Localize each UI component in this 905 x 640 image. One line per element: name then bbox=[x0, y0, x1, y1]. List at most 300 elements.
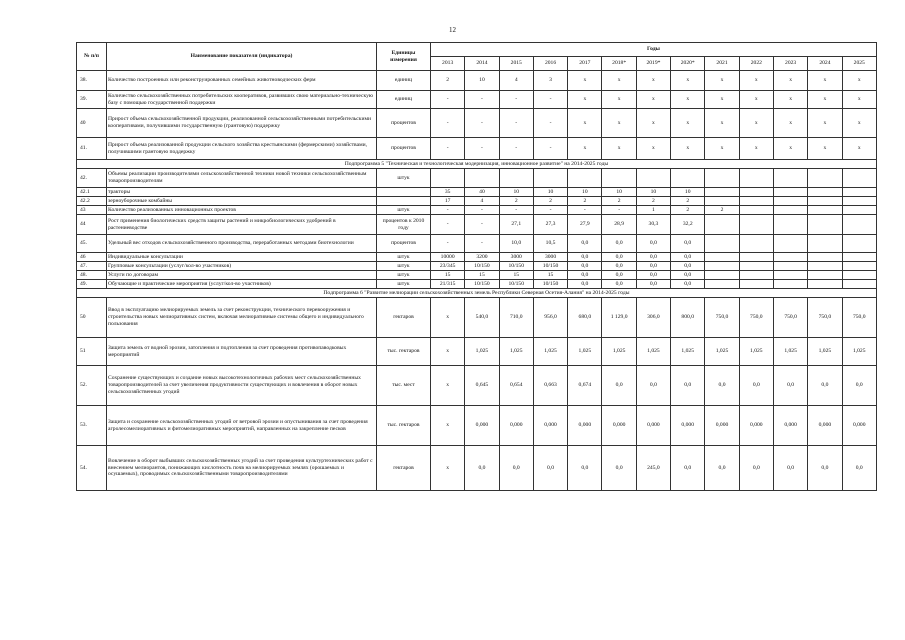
value-cell: x bbox=[773, 109, 807, 138]
unit-cell: единиц bbox=[377, 71, 431, 91]
value-cell: 1,025 bbox=[636, 338, 670, 366]
value-cell: x bbox=[705, 71, 739, 91]
value-cell: 10 bbox=[671, 188, 705, 197]
header-year: 2014 bbox=[465, 57, 499, 71]
value-cell: 0,0 bbox=[636, 262, 670, 271]
value-cell bbox=[773, 271, 807, 280]
value-cell: 1,025 bbox=[533, 338, 567, 366]
header-year: 2016 bbox=[533, 57, 567, 71]
value-cell bbox=[739, 271, 773, 280]
header-unit: Единицы измерения bbox=[377, 43, 431, 71]
value-cell: 10 bbox=[533, 188, 567, 197]
value-cell: - bbox=[533, 109, 567, 138]
value-cell: 0,0 bbox=[636, 235, 670, 253]
value-cell: - bbox=[602, 206, 636, 215]
value-cell: 800,0 bbox=[671, 298, 705, 338]
row-number: 39. bbox=[77, 91, 107, 109]
value-cell: x bbox=[739, 71, 773, 91]
value-cell: 2 bbox=[636, 197, 670, 206]
value-cell: x bbox=[842, 109, 876, 138]
value-cell: 40 bbox=[465, 188, 499, 197]
unit-cell: гектаров bbox=[377, 446, 431, 491]
value-cell: - bbox=[465, 91, 499, 109]
value-cell: 21/315 bbox=[431, 280, 465, 289]
value-cell: 2 bbox=[671, 197, 705, 206]
table-row bbox=[77, 338, 877, 366]
unit-cell: штук bbox=[377, 280, 431, 289]
value-cell: 17 bbox=[431, 197, 465, 206]
header-year: 2023 bbox=[773, 57, 807, 71]
value-cell: 0,000 bbox=[773, 406, 807, 446]
value-cell: 2 bbox=[705, 206, 739, 215]
value-cell: - bbox=[465, 206, 499, 215]
value-cell: x bbox=[739, 91, 773, 109]
value-cell: 2 bbox=[671, 206, 705, 215]
value-cell: 0,000 bbox=[705, 406, 739, 446]
value-cell: 10 bbox=[568, 188, 602, 197]
value-cell: - bbox=[499, 109, 533, 138]
value-cell: - bbox=[533, 91, 567, 109]
value-cell: - bbox=[431, 91, 465, 109]
row-number: 42.1 bbox=[77, 188, 107, 197]
indicator-name: Защита земель от водной эрозии, затопления и подтопления за счет проведения противопаводковых мероприятий bbox=[107, 338, 377, 366]
unit-cell: процентов к 2010 году bbox=[377, 215, 431, 235]
table-row bbox=[77, 91, 877, 109]
value-cell: 10/150 bbox=[465, 262, 499, 271]
value-cell: 1,025 bbox=[465, 338, 499, 366]
value-cell: 0,000 bbox=[465, 406, 499, 446]
value-cell: 0,0 bbox=[636, 253, 670, 262]
indicators-table bbox=[76, 42, 877, 491]
row-number: 43 bbox=[77, 206, 107, 215]
indicator-name: Индивидуальные консультации bbox=[107, 253, 377, 262]
value-cell: x bbox=[773, 71, 807, 91]
value-cell: 0,0 bbox=[705, 446, 739, 491]
value-cell bbox=[636, 169, 670, 188]
value-cell: x bbox=[842, 71, 876, 91]
value-cell: 0,0 bbox=[602, 280, 636, 289]
value-cell: 1,025 bbox=[808, 338, 842, 366]
header-year: 2015 bbox=[499, 57, 533, 71]
table-row bbox=[77, 298, 877, 338]
unit-cell: процентов bbox=[377, 235, 431, 253]
row-number: 38. bbox=[77, 71, 107, 91]
value-cell: 1 bbox=[636, 206, 670, 215]
unit-cell: штук bbox=[377, 262, 431, 271]
value-cell: 0,0 bbox=[499, 446, 533, 491]
value-cell: 10/150 bbox=[499, 262, 533, 271]
value-cell: 1,025 bbox=[739, 338, 773, 366]
table-body bbox=[77, 71, 877, 491]
row-number: 51 bbox=[77, 338, 107, 366]
value-cell: 15 bbox=[431, 271, 465, 280]
value-cell bbox=[773, 215, 807, 235]
indicator-name: Групповые консультации (услуг/кол-во участников) bbox=[107, 262, 377, 271]
value-cell bbox=[568, 169, 602, 188]
value-cell bbox=[842, 235, 876, 253]
unit-cell: процентов bbox=[377, 109, 431, 138]
value-cell: 0,0 bbox=[602, 446, 636, 491]
table-row bbox=[77, 280, 877, 289]
value-cell: x bbox=[636, 91, 670, 109]
row-number: 45. bbox=[77, 235, 107, 253]
row-number: 52. bbox=[77, 366, 107, 406]
row-number: 53. bbox=[77, 406, 107, 446]
value-cell: 750,0 bbox=[773, 298, 807, 338]
value-cell: 10,0 bbox=[499, 235, 533, 253]
value-cell: 0,663 bbox=[533, 366, 567, 406]
value-cell: 0,0 bbox=[671, 235, 705, 253]
value-cell: 0,654 bbox=[499, 366, 533, 406]
value-cell: 10/150 bbox=[465, 280, 499, 289]
value-cell bbox=[808, 262, 842, 271]
value-cell: 4 bbox=[465, 197, 499, 206]
value-cell: x bbox=[739, 138, 773, 160]
table-row bbox=[77, 71, 877, 91]
value-cell bbox=[739, 169, 773, 188]
value-cell: x bbox=[568, 91, 602, 109]
value-cell: 0,000 bbox=[568, 406, 602, 446]
header-row-top bbox=[77, 43, 877, 57]
value-cell: 27,3 bbox=[533, 215, 567, 235]
value-cell: 28,9 bbox=[602, 215, 636, 235]
value-cell: - bbox=[465, 215, 499, 235]
value-cell: x bbox=[602, 91, 636, 109]
value-cell bbox=[671, 169, 705, 188]
value-cell: 23/345 bbox=[431, 262, 465, 271]
value-cell: 1,025 bbox=[671, 338, 705, 366]
value-cell: 0,000 bbox=[739, 406, 773, 446]
value-cell: 10,5 bbox=[533, 235, 567, 253]
value-cell: x bbox=[739, 109, 773, 138]
value-cell: 0,0 bbox=[671, 366, 705, 406]
unit-cell: штук bbox=[377, 253, 431, 262]
value-cell: 0,0 bbox=[773, 446, 807, 491]
value-cell: x bbox=[602, 138, 636, 160]
value-cell: 0,0 bbox=[808, 366, 842, 406]
indicator-name: Обучающие и практические мероприятия (услуг/кол-во участников) bbox=[107, 280, 377, 289]
value-cell bbox=[808, 271, 842, 280]
subprogram-row bbox=[77, 160, 877, 169]
value-cell: 750,0 bbox=[739, 298, 773, 338]
table-row bbox=[77, 235, 877, 253]
value-cell: - bbox=[431, 215, 465, 235]
value-cell: 0,0 bbox=[671, 446, 705, 491]
value-cell: - bbox=[431, 138, 465, 160]
value-cell bbox=[842, 188, 876, 197]
value-cell: 0,0 bbox=[739, 366, 773, 406]
value-cell bbox=[808, 280, 842, 289]
unit-cell: штук bbox=[377, 206, 431, 215]
indicator-name: Рост применения биологических средств защиты растений и микробиологических удобрений в растениеводстве bbox=[107, 215, 377, 235]
value-cell: 0,0 bbox=[568, 253, 602, 262]
value-cell: 1,025 bbox=[499, 338, 533, 366]
row-number: 42.2 bbox=[77, 197, 107, 206]
value-cell: x bbox=[431, 406, 465, 446]
value-cell bbox=[842, 253, 876, 262]
value-cell bbox=[739, 206, 773, 215]
value-cell: 0,000 bbox=[499, 406, 533, 446]
value-cell: - bbox=[568, 206, 602, 215]
value-cell: 10/150 bbox=[533, 262, 567, 271]
row-number: 46 bbox=[77, 253, 107, 262]
value-cell: x bbox=[671, 71, 705, 91]
row-number: 40 bbox=[77, 109, 107, 138]
table-row bbox=[77, 197, 877, 206]
value-cell: 1,025 bbox=[705, 338, 739, 366]
value-cell bbox=[705, 197, 739, 206]
value-cell: 0,000 bbox=[602, 406, 636, 446]
value-cell: 0,0 bbox=[671, 280, 705, 289]
value-cell: 10 bbox=[465, 71, 499, 91]
value-cell: x bbox=[705, 138, 739, 160]
value-cell: 1,025 bbox=[568, 338, 602, 366]
value-cell: 0,0 bbox=[705, 366, 739, 406]
unit-cell: тыс. гектаров bbox=[377, 338, 431, 366]
header-year: 2018* bbox=[602, 57, 636, 71]
value-cell: 0,0 bbox=[671, 271, 705, 280]
page-number: 12 bbox=[449, 26, 456, 34]
value-cell: 2 bbox=[568, 197, 602, 206]
value-cell: 0,0 bbox=[568, 280, 602, 289]
value-cell: x bbox=[431, 298, 465, 338]
unit-cell: гектаров bbox=[377, 298, 431, 338]
value-cell: x bbox=[705, 91, 739, 109]
table-row bbox=[77, 206, 877, 215]
value-cell: x bbox=[568, 71, 602, 91]
value-cell bbox=[842, 280, 876, 289]
value-cell: - bbox=[499, 206, 533, 215]
value-cell: x bbox=[705, 109, 739, 138]
value-cell: x bbox=[808, 91, 842, 109]
value-cell: 30,3 bbox=[636, 215, 670, 235]
value-cell bbox=[773, 169, 807, 188]
value-cell: 0,0 bbox=[568, 262, 602, 271]
indicator-name: Прирост объема сельскохозяйственной продукции, реализованной сельскохозяйственными потребительскими кооперативами, получившими государственную (грантовую) поддержку bbox=[107, 109, 377, 138]
value-cell: x bbox=[602, 71, 636, 91]
value-cell: 1,025 bbox=[842, 338, 876, 366]
value-cell bbox=[739, 197, 773, 206]
indicator-name: Услуги по договорам bbox=[107, 271, 377, 280]
indicator-name: тракторы bbox=[107, 188, 377, 197]
value-cell bbox=[705, 253, 739, 262]
value-cell: 10/150 bbox=[499, 280, 533, 289]
value-cell: 0,0 bbox=[602, 253, 636, 262]
value-cell: 0,0 bbox=[636, 271, 670, 280]
value-cell: 2 bbox=[499, 197, 533, 206]
value-cell bbox=[533, 169, 567, 188]
value-cell: 0,0 bbox=[568, 235, 602, 253]
value-cell: 0,000 bbox=[636, 406, 670, 446]
table-row bbox=[77, 138, 877, 160]
value-cell: 245,0 bbox=[636, 446, 670, 491]
value-cell: - bbox=[499, 91, 533, 109]
value-cell: 0,0 bbox=[842, 366, 876, 406]
value-cell: 0,0 bbox=[602, 366, 636, 406]
value-cell: 0,0 bbox=[773, 366, 807, 406]
value-cell: 15 bbox=[465, 271, 499, 280]
table-row bbox=[77, 366, 877, 406]
value-cell bbox=[842, 169, 876, 188]
value-cell: 35 bbox=[431, 188, 465, 197]
value-cell: 10 bbox=[602, 188, 636, 197]
value-cell: x bbox=[671, 91, 705, 109]
value-cell bbox=[705, 215, 739, 235]
row-number: 41. bbox=[77, 138, 107, 160]
value-cell: - bbox=[431, 109, 465, 138]
value-cell: 680,0 bbox=[568, 298, 602, 338]
value-cell: x bbox=[842, 91, 876, 109]
value-cell bbox=[705, 271, 739, 280]
indicator-name: Количество сельскохозяйственных потребительских кооперативов, развивших свою материально-техническую базу с помощью государственной поддержки bbox=[107, 91, 377, 109]
indicator-name: Удельный вес отходов сельскохозяйственного производства, переработанных методами биотехнологии bbox=[107, 235, 377, 253]
value-cell: 27,1 bbox=[499, 215, 533, 235]
indicator-name: Объемы реализации производителями сельскохозяйственной техники новой техники сельскохозяйственным товаропроизводителям bbox=[107, 169, 377, 188]
value-cell: x bbox=[808, 138, 842, 160]
unit-cell: штук bbox=[377, 169, 431, 188]
value-cell: 10/150 bbox=[533, 280, 567, 289]
value-cell: 750,0 bbox=[842, 298, 876, 338]
value-cell bbox=[705, 235, 739, 253]
value-cell bbox=[773, 253, 807, 262]
row-number: 49. bbox=[77, 280, 107, 289]
value-cell: 2 bbox=[431, 71, 465, 91]
indicator-name: Количество реализованных инновационных проектов bbox=[107, 206, 377, 215]
value-cell: - bbox=[431, 206, 465, 215]
value-cell bbox=[739, 215, 773, 235]
table-row bbox=[77, 262, 877, 271]
value-cell bbox=[808, 253, 842, 262]
value-cell: 306,0 bbox=[636, 298, 670, 338]
value-cell: x bbox=[808, 109, 842, 138]
value-cell: 2 bbox=[533, 197, 567, 206]
value-cell: 15 bbox=[499, 271, 533, 280]
row-number: 48. bbox=[77, 271, 107, 280]
unit-cell bbox=[377, 188, 431, 197]
unit-cell: тыс. гектаров bbox=[377, 406, 431, 446]
value-cell: 15 bbox=[533, 271, 567, 280]
value-cell: 3 bbox=[533, 71, 567, 91]
value-cell: 0,0 bbox=[465, 446, 499, 491]
header-year: 2022 bbox=[739, 57, 773, 71]
value-cell: 0,0 bbox=[842, 446, 876, 491]
value-cell bbox=[705, 280, 739, 289]
row-number: 47. bbox=[77, 262, 107, 271]
value-cell: x bbox=[671, 138, 705, 160]
subprogram-row bbox=[77, 289, 877, 298]
value-cell: - bbox=[533, 206, 567, 215]
value-cell: x bbox=[636, 71, 670, 91]
value-cell bbox=[842, 262, 876, 271]
value-cell: 710,0 bbox=[499, 298, 533, 338]
value-cell: x bbox=[671, 109, 705, 138]
table-row bbox=[77, 406, 877, 446]
value-cell: 3200 bbox=[465, 253, 499, 262]
value-cell bbox=[705, 188, 739, 197]
value-cell: 0,0 bbox=[636, 280, 670, 289]
table-row bbox=[77, 446, 877, 491]
value-cell bbox=[773, 206, 807, 215]
value-cell bbox=[808, 206, 842, 215]
value-cell bbox=[808, 197, 842, 206]
unit-cell: единиц bbox=[377, 91, 431, 109]
value-cell: 0,0 bbox=[636, 366, 670, 406]
value-cell: 10000 bbox=[431, 253, 465, 262]
value-cell bbox=[499, 169, 533, 188]
value-cell: 0,000 bbox=[842, 406, 876, 446]
value-cell: x bbox=[568, 138, 602, 160]
value-cell: 2 bbox=[602, 197, 636, 206]
value-cell: 0,000 bbox=[808, 406, 842, 446]
value-cell bbox=[773, 197, 807, 206]
value-cell bbox=[808, 188, 842, 197]
value-cell: 4 bbox=[499, 71, 533, 91]
value-cell: x bbox=[431, 366, 465, 406]
row-number: 42. bbox=[77, 169, 107, 188]
indicator-name: Вовлечение в оборот выбывших сельскохозяйственных угодий за счет проведения культуртехнических работ с внесением мелиорантов, понижающих кислотность почв на мелиорируемых землях (орошаемых и осушаемых), проводимых сельскохозяйственными товаропроизводителями bbox=[107, 446, 377, 491]
row-number: 44 bbox=[77, 215, 107, 235]
value-cell: x bbox=[842, 138, 876, 160]
unit-cell bbox=[377, 197, 431, 206]
table-row bbox=[77, 109, 877, 138]
value-cell: x bbox=[773, 138, 807, 160]
header-years-title: Годы bbox=[431, 43, 877, 57]
header-num: № п/п bbox=[77, 43, 107, 71]
value-cell: - bbox=[465, 138, 499, 160]
value-cell: x bbox=[636, 109, 670, 138]
value-cell: x bbox=[431, 446, 465, 491]
value-cell: 0,000 bbox=[671, 406, 705, 446]
header-year: 2020* bbox=[671, 57, 705, 71]
value-cell: 10 bbox=[499, 188, 533, 197]
value-cell: 0,674 bbox=[568, 366, 602, 406]
row-number: 50 bbox=[77, 298, 107, 338]
value-cell: 27,9 bbox=[568, 215, 602, 235]
value-cell: 0,645 bbox=[465, 366, 499, 406]
value-cell: 0,0 bbox=[568, 446, 602, 491]
value-cell bbox=[739, 253, 773, 262]
value-cell: 750,0 bbox=[808, 298, 842, 338]
value-cell: x bbox=[636, 138, 670, 160]
unit-cell: тыс. мест bbox=[377, 366, 431, 406]
header-year: 2013 bbox=[431, 57, 465, 71]
indicator-name: Сохранение существующих и создание новых высокотехнологичных рабочих мест сельскохозяйственных товаропроизводителей за счет увеличения продуктивности существующих и вовлечения в оборот новых сельскохозяйственных угодий bbox=[107, 366, 377, 406]
value-cell: 10 bbox=[636, 188, 670, 197]
value-cell bbox=[705, 262, 739, 271]
value-cell bbox=[808, 235, 842, 253]
table-row bbox=[77, 215, 877, 235]
header-year: 2025 bbox=[842, 57, 876, 71]
value-cell: 3000 bbox=[533, 253, 567, 262]
value-cell bbox=[842, 206, 876, 215]
value-cell: 0,0 bbox=[739, 446, 773, 491]
subprogram-title: Подпрограмма 6 "Развитие мелиорации сельскохозяйственных земель Республики Северная Осетия-Алания" на 2014-2025 годы bbox=[77, 289, 877, 298]
value-cell bbox=[773, 280, 807, 289]
value-cell: - bbox=[533, 138, 567, 160]
value-cell bbox=[773, 188, 807, 197]
table-row bbox=[77, 253, 877, 262]
value-cell: 0,0 bbox=[602, 262, 636, 271]
value-cell: 0,0 bbox=[602, 235, 636, 253]
unit-cell: штук bbox=[377, 271, 431, 280]
value-cell: 0,0 bbox=[671, 262, 705, 271]
value-cell bbox=[705, 169, 739, 188]
value-cell: 32,2 bbox=[671, 215, 705, 235]
value-cell: 3000 bbox=[499, 253, 533, 262]
value-cell: 0,0 bbox=[568, 271, 602, 280]
indicator-name: зерноуборочные комбайны bbox=[107, 197, 377, 206]
value-cell: 750,0 bbox=[705, 298, 739, 338]
